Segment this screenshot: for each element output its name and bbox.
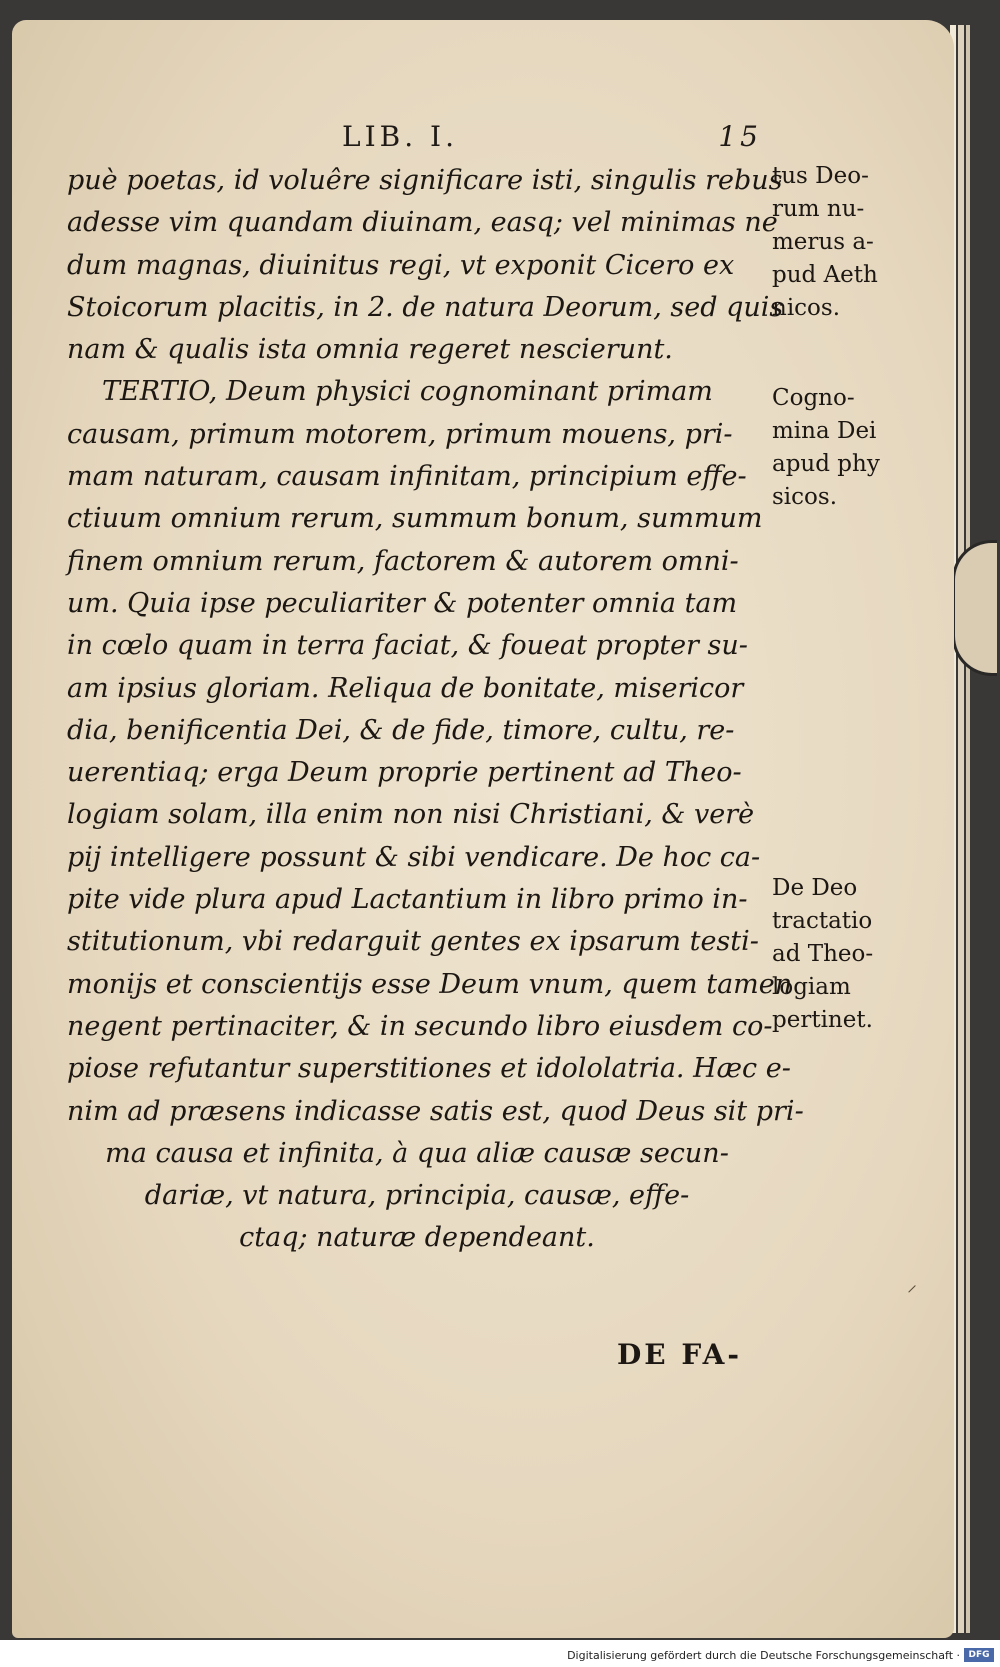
margin-note-line: sicos. — [772, 484, 838, 510]
text-line: ctiuum omnium rerum, summum bonum, summum — [67, 503, 763, 535]
text-line: um. Quia ipse peculiariter & potenter omnia tam — [67, 587, 738, 619]
text-line: ma causa et infinita, à qua aliæ causæ secun- — [105, 1137, 729, 1169]
text-line: mam naturam, causam infinitam, principium effe- — [67, 461, 747, 493]
text-line: Stoicorum placitis, in 2. de natura Deorum, sed quis — [67, 291, 784, 323]
text-line: in cœlo quam in terra faciat, & foueat propter su- — [67, 630, 748, 662]
page-clip — [952, 540, 997, 676]
margin-note-line: tractatio — [772, 908, 873, 934]
text-line: nim ad præsens indicasse satis est, quod Deus sit pri- — [67, 1095, 804, 1127]
margin-note-line: pud Aeth — [772, 262, 878, 288]
catchword: DE FA- — [617, 1338, 742, 1371]
margin-note-line: Cogno- — [772, 385, 855, 411]
margin-note-line: logiam — [772, 974, 851, 1000]
text-line: pite vide plura apud Lactantium in libro primo in- — [67, 884, 748, 916]
footer — [0, 1645, 1000, 1667]
text-line: dia, benificentia Dei, & de fide, timore, cultu, re- — [67, 714, 735, 746]
text-line: dum magnas, diuinitus regi, vt exponit Cicero ex — [67, 249, 735, 281]
page-edge — [966, 25, 970, 1633]
text-line: TERTIO, Deum physici cognominant primam — [102, 376, 713, 408]
text-line: logiam solam, illa enim non nisi Christiani, & verè — [67, 799, 755, 831]
margin-note-line: apud phy — [772, 451, 880, 477]
margin-note-line: tus Deo- — [772, 163, 869, 189]
text-line: stitutionum, vbi redarguit gentes ex ipsarum testi- — [67, 926, 759, 958]
dfg-logo: DFG — [964, 1648, 994, 1662]
margin-note-line: merus a- — [772, 229, 874, 255]
text-line: adesse vim quandam diuinam, easq; vel minimas ne — [67, 207, 778, 239]
page-number: 15 — [718, 120, 762, 153]
text-line: ctaq; naturæ dependeant. — [239, 1222, 595, 1254]
margin-note-line: De Deo — [772, 875, 858, 901]
margin-note-line: ad Theo- — [772, 941, 874, 967]
footer-credit: Digitalisierung gefördert durch die Deutsche Forschungsgemeinschaft · — [567, 1649, 960, 1662]
running-head-title: LIB. I. — [342, 120, 458, 153]
text-line: pij intelligere possunt & sibi vendicare. De hoc ca- — [67, 841, 761, 873]
text-line: piose refutantur superstitiones et idololatria. Hæc e- — [67, 1053, 791, 1085]
text-line: am ipsius gloriam. Reliqua de bonitate, misericor — [67, 672, 744, 704]
text-line: negent pertinaciter, & in secundo libro eiusdem co- — [67, 1010, 773, 1042]
margin-note-line: rum nu- — [772, 196, 865, 222]
text-line: finem omnium rerum, factorem & autorem omni- — [67, 545, 739, 577]
margin-note — [772, 872, 922, 1037]
body-text — [67, 160, 804, 1260]
page-edge — [958, 25, 964, 1633]
text-line: nam & qualis ista omnia regeret nescierunt. — [67, 334, 673, 366]
text-line: monijs et conscientijs esse Deum vnum, quem tamen — [67, 968, 793, 1000]
text-line: uerentiaq; erga Deum proprie pertinent ad Theo- — [67, 757, 742, 789]
book-page — [12, 20, 954, 1638]
text-line: puè poetas, id voluêre significare isti, singulis rebus — [67, 165, 783, 196]
margin-note — [772, 382, 922, 514]
margin-note-line: pertinet. — [772, 1007, 873, 1033]
text-line: dariæ, vt natura, principia, causæ, effe- — [144, 1180, 690, 1212]
margin-note — [772, 160, 922, 325]
ink-speck: ⸝ — [907, 1272, 917, 1296]
margin-note-line: nicos. — [772, 295, 841, 321]
running-head — [342, 120, 762, 160]
margin-note-line: mina Dei — [772, 418, 877, 444]
text-line: causam, primum motorem, primum mouens, pri- — [67, 418, 733, 450]
